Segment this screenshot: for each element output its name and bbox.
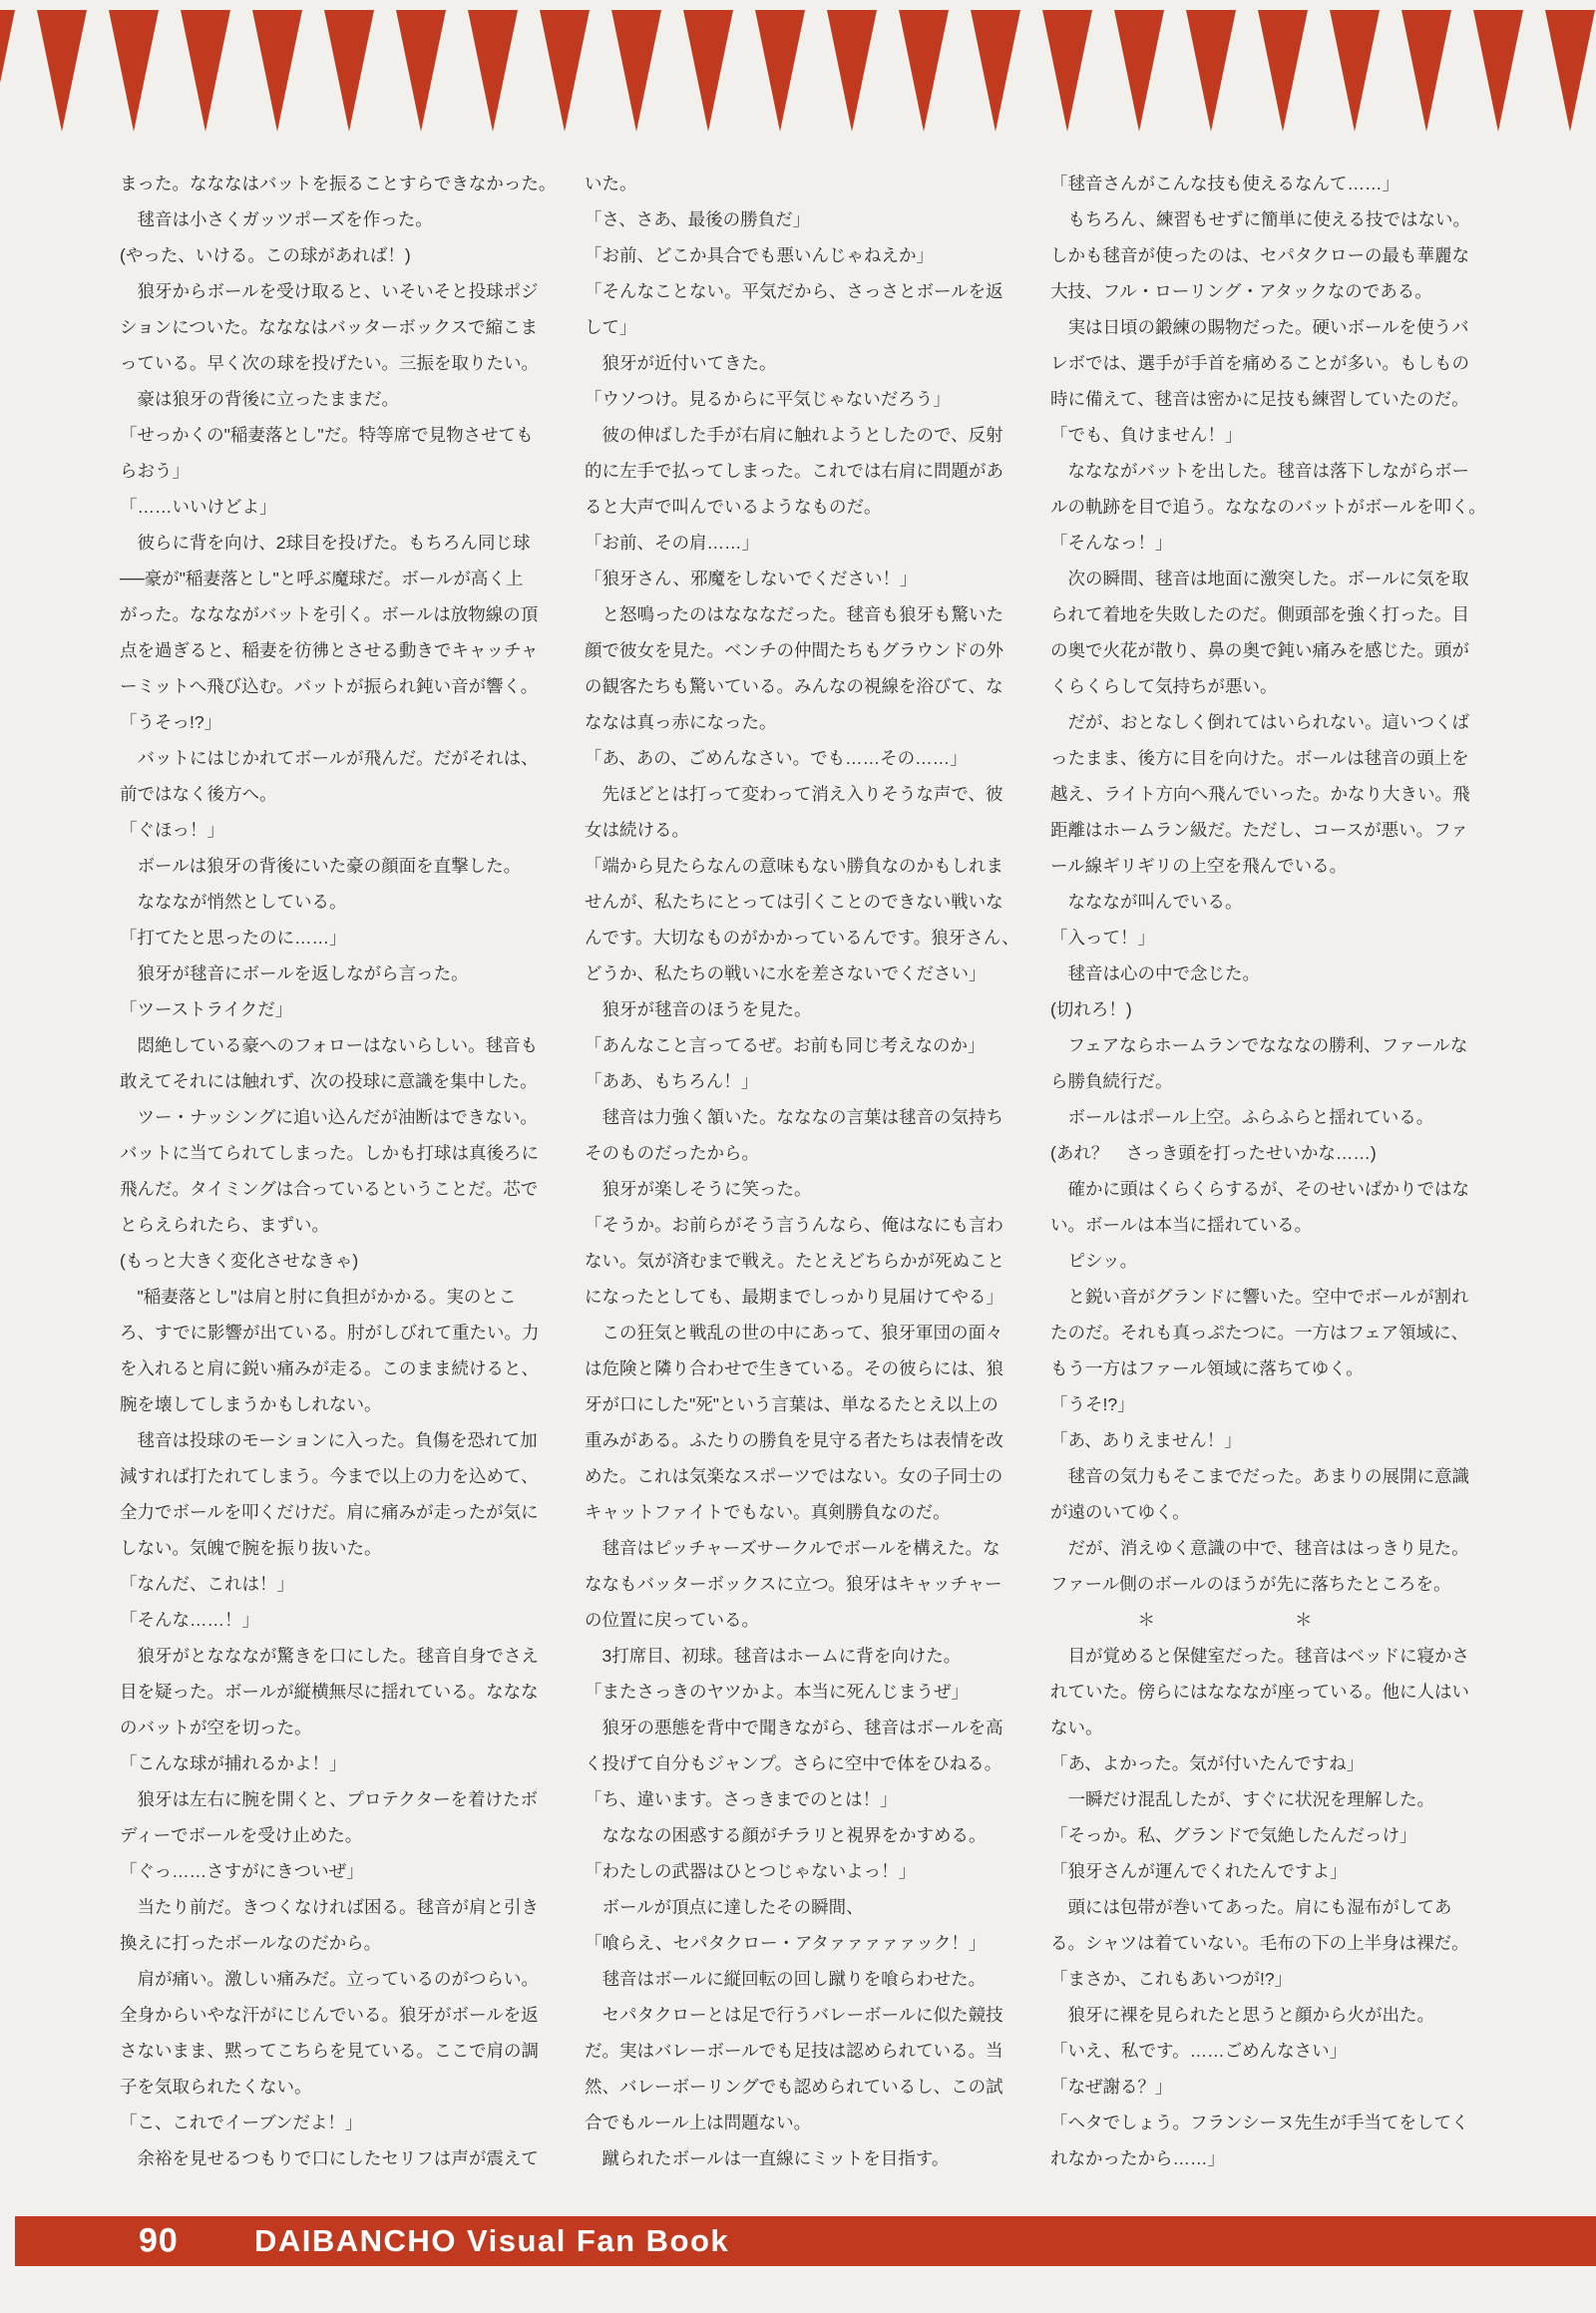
text-line: んです。大切なものがかかっているんです。狼牙さん、	[585, 928, 1019, 948]
text-line: 「ぐほっ！」	[120, 820, 224, 840]
text-line: 距離はホームラン級だ。ただし、コースが悪い。ファ	[1050, 820, 1468, 840]
text-line: だ。実はバレーボールでも足技は認められている。当	[585, 2041, 1003, 2061]
text-line: して」	[585, 317, 637, 337]
text-line: 「あ、あの、ごめんなさい。でも……その……」	[585, 748, 968, 768]
text-line: ら勝負続行だ。	[1050, 1071, 1173, 1091]
text-line: ルの軌跡を目で追う。なななのバットがボールを叩く。	[1050, 497, 1486, 517]
text-line: たのだ。それも真っぷたつに。一方はフェア領域に、	[1050, 1323, 1469, 1343]
pennant-triangle-icon	[1330, 10, 1380, 132]
text-line: せんが、私たちにとっては引くことのできない戦いな	[585, 892, 1003, 912]
text-line: 毬音は投球のモーションに入った。負傷を恐れて加	[120, 1430, 538, 1450]
pennant-triangle-icon	[324, 10, 374, 132]
text-line: 点を過ぎると、稲妻を彷彿とさせる動きでキャッチャ	[120, 640, 539, 660]
text-line: 重みがある。ふたりの勝負を見守る者たちは表情を改	[585, 1430, 1003, 1450]
text-line: レボでは、選手が手首を痛めることが多い。もしもの	[1050, 353, 1469, 373]
text-line: どうか、私たちの戦いに水を差さないでください」	[585, 964, 987, 983]
text-line: 毬音はボールに縦回転の回し蹴りを喰らわせた。	[585, 1969, 987, 1989]
text-line: バットに当てられてしまった。しかも打球は真後ろに	[120, 1143, 539, 1163]
pennant-triangle-icon	[1042, 10, 1092, 132]
text-line: ボールは狼牙の背後にいた豪の顔面を直撃した。	[120, 856, 522, 876]
text-line: ツー・ナッシングに追い込んだが油断はできない。	[120, 1107, 538, 1127]
text-line: 「こ、これでイーブンだよ！」	[120, 2113, 363, 2132]
text-line: 「ぐっ……さすがにきついぜ」	[120, 1861, 364, 1881]
text-line: 肩が痛い。激しい痛みだ。立っているのがつらい。	[120, 1969, 539, 1989]
text-line: 「あんなこと言ってるぜ。お前も同じ考えなのか」	[585, 1035, 986, 1055]
text-line: 「うそ!?」	[1050, 1394, 1135, 1414]
text-column-1	[120, 166, 571, 2176]
text-line: 狼牙からボールを受け取ると、いそいそと投球ポジ	[120, 281, 539, 301]
text-line: 蹴られたボールは一直線にミットを目指す。	[585, 2148, 950, 2168]
text-line: 彼らに背を向け、2球目を投げた。もちろん同じ球	[120, 533, 531, 553]
text-line: 飛んだ。タイミングは合っているということだ。芯で	[120, 1179, 539, 1199]
text-line: ール線ギリギリの上空を飛んでいる。	[1050, 856, 1348, 876]
pennant-triangle-icon	[827, 10, 877, 132]
text-line: 「毬音さんがこんな技も使えるなんて……」	[1050, 174, 1399, 193]
pennant-banner	[0, 10, 1596, 132]
text-line: (あれ？ さっき頭を打ったせいかな……)	[1050, 1143, 1377, 1163]
text-line: さないまま、黙ってこちらを見ている。ここで肩の調	[120, 2041, 539, 2061]
pennant-triangle-icon	[468, 10, 518, 132]
text-line: なななが悄然としている。	[120, 892, 347, 912]
pennant-triangle-icon	[109, 10, 159, 132]
text-line: になったとしても、最期までしっかり見届けてやる」	[585, 1287, 1003, 1307]
text-line: ボールが頂点に達したその瞬間、	[585, 1897, 864, 1917]
text-line: 「そっか。私、グランドで気絶したんだっけ」	[1050, 1825, 1417, 1845]
text-line: 「狼牙さんが運んでくれたんですよ」	[1050, 1861, 1348, 1881]
text-line: 3打席目、初球。毬音はホームに背を向けた。	[585, 1646, 962, 1666]
text-line: 前ではなく後方へ。	[120, 784, 277, 804]
text-line: ファール側のボールのほうが先に落ちたところを。	[1050, 1574, 1451, 1594]
text-line: 狼牙が楽しそうに笑った。	[585, 1179, 812, 1199]
text-line: めた。これは気楽なスポーツではない。女の子同士の	[585, 1466, 1003, 1486]
text-line: らおう」	[120, 461, 190, 481]
text-line: この狂気と戦乱の世の中にあって、狼牙軍団の面々	[585, 1323, 1003, 1343]
text-line: だが、おとなしく倒れてはいられない。這いつくば	[1050, 712, 1469, 732]
text-line: は危険と隣り合わせで生きている。その彼らには、狼	[585, 1358, 1003, 1378]
text-line: もちろん、練習もせずに簡単に使える技ではない。	[1050, 209, 1471, 229]
pennant-triangle-icon	[37, 10, 87, 132]
pennant-triangle-icon	[1186, 10, 1236, 132]
text-line: れなかったから……」	[1050, 2148, 1225, 2168]
text-line: 毬音の気力もそこまでだった。あまりの展開に意識	[1050, 1466, 1469, 1486]
text-line: を入れると肩に鋭い痛みが走る。このまま続けると、	[120, 1358, 539, 1378]
text-line: 「こんな球が捕れるかよ！」	[120, 1753, 347, 1773]
text-line: 「せっかくの"稲妻落とし"だ。特等席で見物させても	[120, 425, 534, 445]
text-column-2	[585, 166, 1035, 2176]
text-line: 「そんなことない。平気だから、さっさとボールを返	[585, 281, 1003, 301]
pennant-triangle-icon	[252, 10, 302, 132]
text-line: ない。	[1050, 1718, 1103, 1737]
text-line: 腕を壊してしまうかもしれない。	[120, 1394, 382, 1414]
text-line: "稲妻落とし"は肩と肘に負担がかかる。実のとこ	[120, 1287, 517, 1307]
text-line: の奥で火花が散り、鼻の奥で鈍い痛みを感じた。頭が	[1050, 640, 1469, 660]
text-line: 女は続ける。	[585, 820, 689, 840]
text-line: 牙が口にした"死"という言葉は、単なるたとえ以上の	[585, 1394, 998, 1414]
text-line: のバットが空を切った。	[120, 1718, 312, 1737]
text-line: いた。	[585, 174, 637, 193]
text-line: 一瞬だけ混乱したが、すぐに状況を理解した。	[1050, 1789, 1434, 1809]
text-line: 毬音は小さくガッツポーズを作った。	[120, 209, 433, 229]
text-line: 目を疑った。ボールが縦横無尽に揺れている。ななな	[120, 1682, 539, 1702]
text-line: 換えに打ったボールなのだから。	[120, 1933, 382, 1953]
text-line: 「いえ、私です。……ごめんなさい」	[1050, 2041, 1348, 2061]
text-line: 「狼牙さん、邪魔をしないでください！」	[585, 569, 918, 588]
text-line: 減すれば打たれてしまう。今まで以上の力を込めて、	[120, 1466, 539, 1486]
text-line: 「そうか。お前らがそう言うんなら、俺はなにも言わ	[585, 1215, 1003, 1235]
text-line: (もっと大きく変化させなきゃ)	[120, 1251, 359, 1271]
text-line: 合でもルール上は問題ない。	[585, 2113, 812, 2132]
text-line: 「ああ、もちろん！」	[585, 1071, 759, 1091]
text-line: 狼牙がとなななが驚きを口にした。毬音自身でさえ	[120, 1646, 539, 1666]
text-line: 狼牙が毬音のほうを見た。	[585, 999, 812, 1019]
text-line: くらくらして気持ちが悪い。	[1050, 676, 1278, 696]
pennant-triangle-icon	[1114, 10, 1164, 132]
text-line: 顔で彼女を見た。ベンチの仲間たちもグラウンドの外	[585, 640, 1003, 660]
text-line: 毬音は心の中で念じた。	[1050, 964, 1260, 983]
text-line: (やった、いける。この球があれば！)	[120, 245, 411, 265]
text-line: 「喰らえ、セパタクロー・アタァァァァァック！」	[585, 1933, 987, 1953]
pennant-triangle-icon	[1401, 10, 1451, 132]
text-line: 「ツーストライクだ」	[120, 999, 293, 1019]
text-line: が遠のいてゆく。	[1050, 1502, 1190, 1522]
pennant-triangle-icon	[181, 10, 230, 132]
text-line: ななもバッターボックスに立つ。狼牙はキャッチャー	[585, 1574, 1002, 1594]
text-line: ると大声で叫んでいるようなものだ。	[585, 497, 882, 517]
text-line: セパタクローとは足で行うバレーボールに似た競技	[585, 2005, 1003, 2025]
text-line: 「あ、よかった。気が付いたんですね」	[1050, 1753, 1365, 1773]
text-line: 「ち、違います。さっきまでのとは！」	[585, 1789, 898, 1809]
pennant-triangle-icon	[755, 10, 805, 132]
text-line: の位置に戻っている。	[585, 1610, 759, 1630]
text-line: ──豪が"稲妻落とし"と呼ぶ魔球だ。ボールが高く上	[120, 569, 524, 588]
text-line: 毬音は力強く頷いた。なななの言葉は毬音の気持ち	[585, 1107, 1003, 1127]
text-line: しない。気魄で腕を振り抜いた。	[120, 1538, 382, 1558]
text-line: 的に左手で払ってしまった。これでは右肩に問題があ	[585, 461, 1003, 481]
text-line: 実は日頃の鍛練の賜物だった。硬いボールを使うバ	[1050, 317, 1469, 337]
pennant-triangle-icon	[611, 10, 661, 132]
text-line: と怒鳴ったのはなななだった。毬音も狼牙も驚いた	[585, 604, 1003, 624]
text-line: ションについた。なななはバッターボックスで縮こま	[120, 317, 539, 337]
text-line: 越え、ライト方向へ飛んでいった。かなり大きい。飛	[1050, 784, 1470, 804]
text-line: 「わたしの武器はひとつじゃないよっ！」	[585, 1861, 917, 1881]
text-line: 次の瞬間、毬音は地面に激突した。ボールに気を取	[1050, 569, 1469, 588]
text-line: ななは真っ赤になった。	[585, 712, 777, 732]
text-line: 「うそっ!?」	[120, 712, 222, 732]
pennant-triangle-icon	[1258, 10, 1308, 132]
text-line: しかも毬音が使ったのは、セパタクローの最も華麗な	[1050, 245, 1469, 265]
text-line: 「端から見たらなんの意味もない勝負なのかもしれま	[585, 856, 1003, 876]
text-line: ピシッ。	[1050, 1251, 1138, 1271]
text-line: 豪は狼牙の背後に立ったままだ。	[120, 389, 399, 409]
text-line: 当たり前だ。きつくなければ困る。毬音が肩と引き	[120, 1897, 539, 1917]
text-line: ろ、すでに影響が出ている。肘がしびれて重たい。力	[120, 1323, 540, 1343]
text-line: バットにはじかれてボールが飛んだ。だがそれは、	[120, 748, 539, 768]
text-column-3	[1050, 166, 1501, 2176]
text-line: そのものだったから。	[585, 1143, 759, 1163]
text-line: 「でも、負けません！」	[1050, 425, 1243, 445]
text-line: なななが叫んでいる。	[1050, 892, 1243, 912]
text-line: もう一方はファール領域に落ちてゆく。	[1050, 1358, 1364, 1378]
pennant-triangle-icon	[1473, 10, 1523, 132]
text-line: 「ヘタでしょう。フランシーヌ先生が手当てをしてく	[1050, 2113, 1469, 2132]
text-line: 頭には包帯が巻いてあった。肩にも湿布がしてあ	[1050, 1897, 1452, 1917]
text-line: (切れろ！)	[1050, 999, 1132, 1019]
text-line: れていた。傍らにはなななが座っている。他に人はい	[1050, 1682, 1469, 1702]
text-line: の観客たちも驚いている。みんなの視線を浴びて、な	[585, 676, 1003, 696]
pennant-triangle-icon	[1545, 10, 1595, 132]
text-line: なななの困惑する顔がチラリと視界をかすめる。	[585, 1825, 987, 1845]
text-line: 「さ、さあ、最後の勝負だ」	[585, 209, 811, 229]
text-line: 狼牙が毬音にボールを返しながら言った。	[120, 964, 469, 983]
text-line: 「……いいけどよ」	[120, 497, 277, 517]
text-line: ボールはポール上空。ふらふらと揺れている。	[1050, 1107, 1434, 1127]
text-line: 狼牙は左右に腕を開くと、プロテクターを着けたボ	[120, 1789, 538, 1809]
text-line: ななながバットを出した。毬音は落下しながらボー	[1050, 461, 1469, 481]
text-line: キャットファイトでもない。真剣勝負なのだ。	[585, 1502, 951, 1522]
text-line: っている。早く次の球を投げたい。三振を取りたい。	[120, 353, 539, 373]
text-line: く投げて自分もジャンプ。さらに空中で体をひねる。	[585, 1753, 1002, 1773]
text-line: 子を気取られたくない。	[120, 2077, 312, 2097]
text-line: 悶絶している豪へのフォローはないらしい。毬音も	[120, 1035, 539, 1055]
text-line: る。シャツは着ていない。毛布の下の上半身は裸だ。	[1050, 1933, 1469, 1953]
text-line: ったまま、後方に目を向けた。ボールは毬音の頭上を	[1050, 748, 1469, 768]
text-line: 「打てたと思ったのに……」	[120, 928, 347, 948]
text-line: られて着地を失敗したのだ。側頭部を強く打った。目	[1050, 604, 1469, 624]
pennant-triangle-icon	[0, 10, 15, 132]
text-line: ない。気が済むまで戦え。たとえどちらかが死ぬこと	[585, 1251, 1005, 1271]
text-line: 先ほどとは打って変わって消え入りそうな声で、彼	[585, 784, 1003, 804]
text-line: 「まさか、これもあいつが!?」	[1050, 1969, 1293, 1989]
text-line: 目が覚めると保健室だった。毬音はベッドに寝かさ	[1050, 1646, 1469, 1666]
text-line: 狼牙が近付いてきた。	[585, 353, 777, 373]
text-line: 「ウソつけ。見るからに平気じゃないだろう」	[585, 389, 951, 409]
text-line: がった。ななながバットを引く。ボールは放物線の頂	[120, 604, 539, 624]
text-line: 余裕を見せるつもりで口にしたセリフは声が震えて	[120, 2148, 539, 2168]
text-line: 狼牙の悪態を背中で聞きながら、毬音はボールを高	[585, 1718, 1003, 1737]
text-line: 「お前、その肩……」	[585, 533, 759, 553]
text-line: 狼牙に裸を見られたと思うと顔から火が出た。	[1050, 2005, 1434, 2025]
text-line: 毬音はピッチャーズサークルでボールを構えた。な	[585, 1538, 1000, 1558]
text-line: 「お前、どこか具合でも悪いんじゃねえか」	[585, 245, 934, 265]
text-line: 「そんなっ！」	[1050, 533, 1173, 553]
pennant-triangle-icon	[396, 10, 446, 132]
text-line: ＊ ＊	[1050, 1610, 1313, 1630]
text-line: 「なんだ、これは！」	[120, 1574, 294, 1594]
text-line: ーミットへ飛び込む。バットが振られ鈍い音が響く。	[120, 676, 539, 696]
text-line: と鋭い音がグランドに響いた。空中でボールが割れ	[1050, 1287, 1469, 1307]
text-line: 確かに頭はくらくらするが、そのせいばかりではな	[1050, 1179, 1469, 1199]
text-line: 「またさっきのヤツかよ。本当に死んじまうぜ」	[585, 1682, 969, 1702]
text-line: 大技、フル・ローリング・アタックなのである。	[1050, 281, 1432, 301]
page-number: 90	[139, 2221, 179, 2260]
text-line: 「そんな……！」	[120, 1610, 259, 1630]
pennant-triangle-icon	[540, 10, 590, 132]
text-line: い。ボールは本当に揺れている。	[1050, 1215, 1313, 1235]
pennant-triangle-icon	[683, 10, 733, 132]
book-title: DAIBANCHO Visual Fan Book	[254, 2223, 730, 2258]
text-line: 「あ、ありえません！」	[1050, 1430, 1242, 1450]
text-line: 彼の伸ばした手が右肩に触れようとしたので、反射	[585, 425, 1003, 445]
text-line: だが、消えゆく意識の中で、毬音ははっきり見た。	[1050, 1538, 1469, 1558]
pennant-triangle-icon	[971, 10, 1020, 132]
text-line: フェアならホームランでなななの勝利、ファールな	[1050, 1035, 1468, 1055]
text-line: 時に備えて、毬音は密かに足技も練習していたのだ。	[1050, 389, 1469, 409]
text-line: とらえられたら、まずい。	[120, 1215, 329, 1235]
text-line: 「入って！」	[1050, 928, 1155, 948]
pennant-triangle-icon	[899, 10, 949, 132]
text-line: 全力でボールを叩くだけだ。肩に痛みが走ったが気に	[120, 1502, 539, 1522]
text-line: 然、バレーボーリングでも認められているし、この試	[585, 2077, 1003, 2097]
text-line: 「なぜ謝る？」	[1050, 2077, 1173, 2097]
footer-bar	[15, 2216, 1596, 2266]
text-line: 敢えてそれには触れず、次の投球に意識を集中した。	[120, 1071, 538, 1091]
text-line: 全身からいやな汗がにじんでいる。狼牙がボールを返	[120, 2005, 539, 2025]
text-line: ディーでボールを受け止めた。	[120, 1825, 363, 1845]
text-line: まった。なななはバットを振ることすらできなかった。	[120, 174, 557, 193]
